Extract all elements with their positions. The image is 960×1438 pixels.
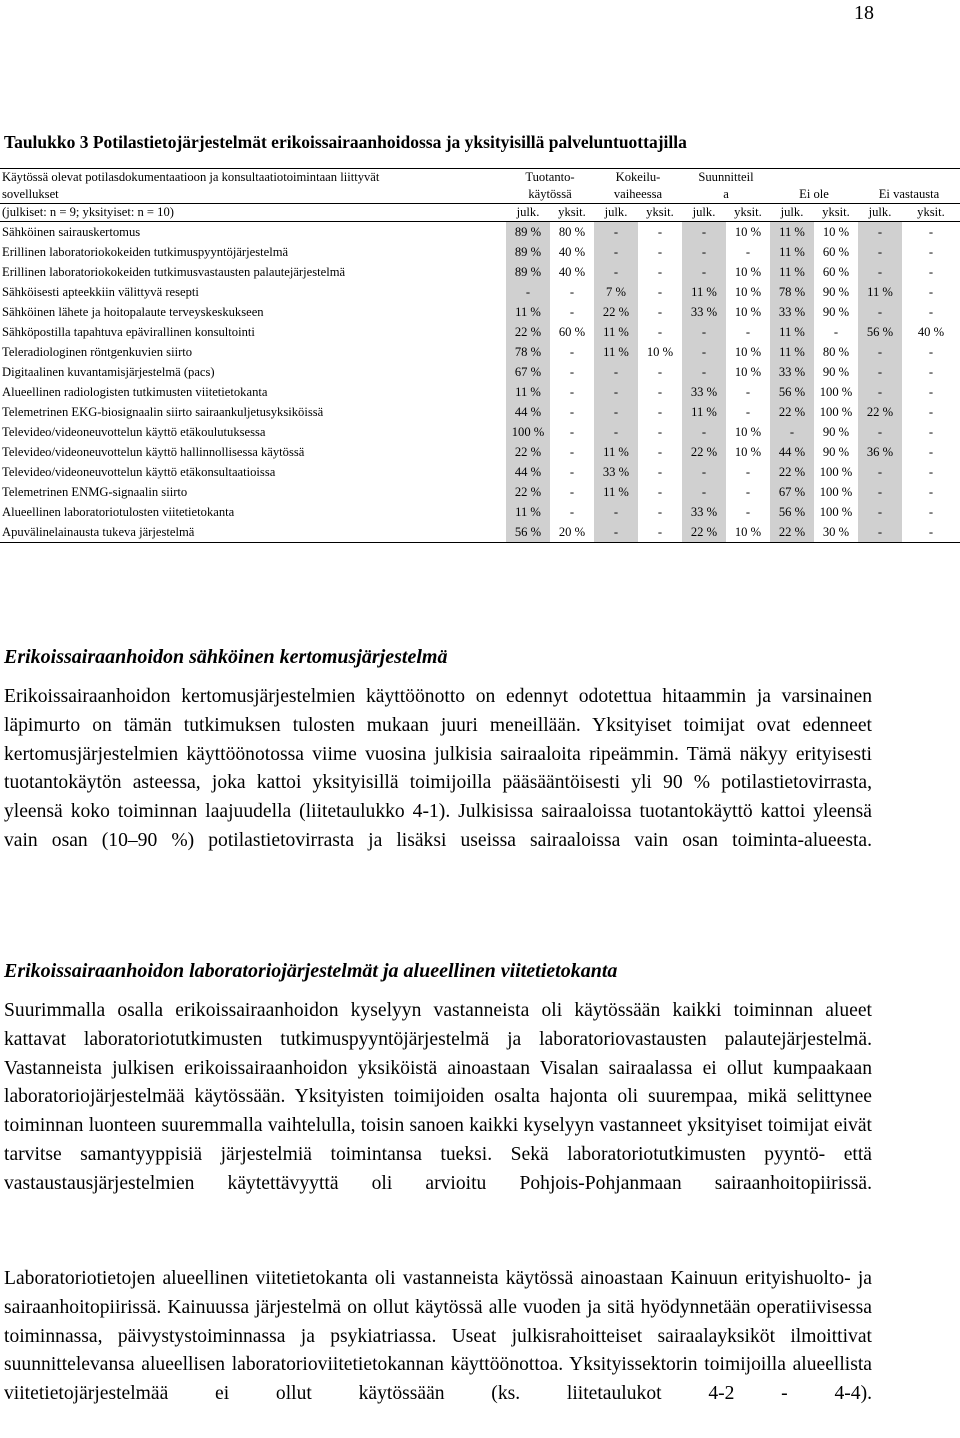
table-cell: 33 % [594, 462, 638, 482]
header-group-no-answer-2: Ei vastausta [878, 187, 940, 201]
row-label: Erillinen laboratoriokokeiden tutkimuspyyntöjärjestelmä [2, 245, 289, 259]
table-cell: 22 % [770, 462, 814, 482]
table-cell: - [657, 305, 663, 319]
header-group-none [770, 169, 858, 187]
table-cell: 90 % [822, 285, 850, 299]
section-2-paragraph-2: Laboratoriotietojen alueellinen viitetietokanta oli vastanneista käytössä ainoastaan Kainuun erityishuolto- ja sairaanhoitopiirissä. Kainuussa järjestelmä on ollut käytössä alle vuoden ja sitä hyödynnetään operatiivisessa toiminnassa, päivystystoiminnassa ja psykiatriassa. Useat julkisrahoitteiset sairaalayksiköt ilmoittivat suunnittelevansa alueellisen laboratorioviitetietokannan käyttöönottoa. Yksityissektorin toimijoilla alueellista viitetietojärjestelmää ei ollut käytössään (ks. liitetaulukot 4-2 - 4-4). [4, 1268, 872, 1405]
row-label: Telemetrinen ENMG-signaalin siirto [2, 485, 188, 499]
table-cell: - [594, 362, 638, 382]
header-public: julk. [682, 204, 726, 222]
table-cell: - [928, 405, 934, 419]
section-1-paragraph-1: Erikoissairaanhoidon kertomusjärjestelmien käyttöönotto on edennyt odotettua hitaammin ja varsinainen läpimurto on tämän tutkimuksen tulosten mukaan juuri meneillään. Yksityiset toimijat ovat edenneet kertomusjärjestelmien käyttöönotossa viime vuosina julkisia sairaaloita ripeämmin. Tämä näkyy erityisesti tuotantokäytön asteessa, joka kattoi yksityisillä toimijoilla pääsääntöisesti yli 90 % potilastietovirrasta, yleensä koko toiminnan laajuudella (liitetaulukko 4-1). Julkisissa sairaaloissa tuotantokäyttö kattoi yleensä vain osan (10–90 %) potilastietovirrasta ja lisäksi useissa sairaaloissa vain osan toiminta-alueesta. [4, 686, 872, 851]
table-title: Taulukko 3 Potilastietojärjestelmät erikoissairaanhoidossa ja yksityisillä palveluntuottajilla [4, 132, 687, 152]
table-cell: 22 % [506, 482, 550, 502]
table-cell: 10 % [734, 305, 762, 319]
row-label: Sähköinen lähete ja hoitopalaute terveyskeskukseen [2, 305, 264, 319]
header-group-pilot: Kokeilu- [594, 169, 682, 187]
table-cell: - [657, 265, 663, 279]
table-cell: - [745, 485, 751, 499]
table-cell: - [682, 322, 726, 342]
table-cell: - [902, 522, 960, 543]
table-cell: 11 % [594, 442, 638, 462]
table-cell: 44 % [506, 402, 550, 422]
header-description: Käytössä olevat potilasdokumentaatioon ja konsultaatiotoimintaan liittyvät [0, 169, 506, 187]
table-cell: - [833, 325, 839, 339]
table-cell: - [745, 325, 751, 339]
table-cell: - [569, 425, 575, 439]
table-cell: - [928, 445, 934, 459]
table-cell: - [770, 422, 814, 442]
table-cell: - [657, 385, 663, 399]
header-public: julk. [506, 204, 550, 222]
table-cell: 22 % [594, 302, 638, 322]
table-cell: - [569, 285, 575, 299]
table-cell: 11 % [594, 322, 638, 342]
table-cell: 78 % [770, 282, 814, 302]
table-cell: - [569, 345, 575, 359]
row-label: Sähköisesti apteekkiin välittyvä resepti [2, 285, 199, 299]
table-cell: - [569, 405, 575, 419]
table-cell: - [657, 245, 663, 259]
table-cell: 11 % [770, 242, 814, 262]
table-cell: 80 % [822, 345, 850, 359]
table-cell: - [682, 362, 726, 382]
table-row [0, 282, 960, 302]
table-row [0, 462, 960, 482]
table-cell: - [858, 342, 902, 362]
table-cell: - [682, 242, 726, 262]
header-public: julk. [594, 204, 638, 222]
table-cell: 56 % [858, 322, 902, 342]
table-row [0, 382, 960, 402]
table-row [0, 522, 960, 543]
table-cell: 22 % [682, 522, 726, 543]
table-cell: - [594, 522, 638, 543]
table-cell: 89 % [506, 242, 550, 262]
row-label: Alueellinen radiologisten tutkimusten viitetietokanta [2, 385, 268, 399]
table-cell: 11 % [594, 342, 638, 362]
table-cell: - [745, 385, 751, 399]
table-cell: - [858, 522, 902, 543]
table-cell: 11 % [506, 502, 550, 522]
header-public: julk. [858, 204, 902, 222]
table-cell: - [657, 285, 663, 299]
header-public: julk. [770, 204, 814, 222]
table-cell: - [657, 325, 663, 339]
table-cell: 10 % [734, 345, 762, 359]
table-cell: 100 % [819, 505, 853, 519]
table-cell: 10 % [822, 225, 850, 239]
table-cell: - [569, 445, 575, 459]
table-cell: - [657, 505, 663, 519]
table-cell: 11 % [594, 482, 638, 502]
table-cell: 90 % [822, 305, 850, 319]
header-description-2: sovellukset [2, 187, 59, 201]
table-cell: 33 % [682, 502, 726, 522]
table-cell: 40 % [558, 245, 586, 259]
table-cell: - [858, 482, 902, 502]
table-cell: - [682, 462, 726, 482]
table-header-row-2 [0, 186, 960, 204]
table-cell: - [594, 382, 638, 402]
table-cell: 10 % [646, 345, 674, 359]
table-cell: - [594, 402, 638, 422]
table-cell: 11 % [682, 282, 726, 302]
table-cell: - [594, 422, 638, 442]
table-cell: 11 % [506, 302, 550, 322]
table-cell: 56 % [770, 382, 814, 402]
table-row [0, 302, 960, 322]
table-cell: - [745, 245, 751, 259]
table-cell: 11 % [770, 222, 814, 243]
table-cell: - [745, 465, 751, 479]
header-private: yksit. [726, 204, 770, 222]
table-row [0, 222, 960, 243]
table-cell: 22 % [858, 402, 902, 422]
table-cell: - [858, 302, 902, 322]
row-label: Sähköpostilla tapahtuva epävirallinen konsultointi [2, 325, 255, 339]
table-cell: - [569, 505, 575, 519]
table-cell: 10 % [734, 225, 762, 239]
table-cell: - [928, 485, 934, 499]
table-cell: - [928, 505, 934, 519]
table-cell: - [745, 505, 751, 519]
row-label: Apuvälinelainausta tukeva järjestelmä [0, 522, 506, 543]
table-cell: 11 % [770, 342, 814, 362]
table-cell: - [569, 465, 575, 479]
table-cell: - [657, 225, 663, 239]
table-cell: - [928, 225, 934, 239]
table-row [0, 482, 960, 502]
table-cell: 44 % [506, 462, 550, 482]
table-cell: - [569, 365, 575, 379]
table-cell: - [638, 522, 682, 543]
header-group-production: Tuotanto- [506, 169, 594, 187]
table-cell: - [928, 365, 934, 379]
table-cell: 10 % [734, 365, 762, 379]
table-cell: - [928, 345, 934, 359]
table-cell: 10 % [734, 425, 762, 439]
section-2-paragraph-1: Suurimmalla osalla erikoissairaanhoidon kyselyyn vastanneista oli käytössään kaikki toiminnan alueet kattavat laboratoriotutkimusten tutkimuspyyntöjärjestelmä ja laboratoriovastausten palautejärjestelmä. Vastanneista julkisen erikoissairaanhoidon yksiköistä ainoastaan Visalan sairaalassa ei ollut kumpaakaan laboratoriojärjestelmää käytössään. Yksityisten toimijoiden osalta hajonta oli suurempaa, mikä selittynee toiminnan luonteen suuremmalla vaihtelulla, toisin sanoen kaikki kyselyyn vastanneet yksityiset toimijat eivät tarvitse samantyyppisiä järjestelmiä toimintansa tueksi. Sekä laboratoriotutkimusten pyyntö- että vastaustausjärjestelmien käytettävyyttä oli arvioitu Pohjois-Pohjanmaan sairaanhoitopiirissä. [4, 1000, 872, 1194]
table-cell: 56 % [506, 522, 550, 543]
section-heading-1: Erikoissairaanhoidon sähköinen kertomusjärjestelmä [4, 646, 448, 668]
table-cell: 20 % [550, 522, 594, 543]
table-cell: 90 % [822, 365, 850, 379]
header-sample-size: (julkiset: n = 9; yksityiset: n = 10) [0, 204, 506, 222]
table-cell: 33 % [770, 302, 814, 322]
table-cell: 30 % [814, 522, 858, 543]
header-group-planned-2: a [723, 187, 729, 201]
table-cell: 11 % [770, 262, 814, 282]
table-cell: 22 % [506, 322, 550, 342]
table-cell: 22 % [770, 522, 814, 543]
table-cell: 89 % [506, 262, 550, 282]
table-cell: - [858, 422, 902, 442]
table-cell: - [594, 262, 638, 282]
table-cell: 10 % [734, 445, 762, 459]
table-cell: 11 % [682, 402, 726, 422]
table-cell: 33 % [682, 382, 726, 402]
header-group-none-2: Ei ole [799, 187, 829, 201]
table-cell: - [594, 222, 638, 243]
table-cell: - [682, 222, 726, 243]
table-cell: 100 % [506, 422, 550, 442]
row-label: Televideo/videoneuvottelun käyttö etäkonsultaatioissa [2, 465, 276, 479]
results-table [0, 168, 960, 543]
table-cell: - [657, 485, 663, 499]
table-cell: 78 % [506, 342, 550, 362]
table-row [0, 242, 960, 262]
header-group-planned: Suunnitteil [682, 169, 770, 187]
table-cell: - [928, 465, 934, 479]
table-cell: - [858, 382, 902, 402]
table-cell: - [657, 365, 663, 379]
table-cell: - [594, 242, 638, 262]
table-cell: - [928, 385, 934, 399]
table-cell: - [682, 262, 726, 282]
table-header-row-1 [0, 169, 960, 187]
table-cell: - [657, 445, 663, 459]
table-cell: - [858, 222, 902, 243]
table-row [0, 402, 960, 422]
table-cell: 10 % [726, 522, 770, 543]
row-label: Erillinen laboratoriokokeiden tutkimusvastausten palautejärjestelmä [2, 265, 346, 279]
table-row [0, 322, 960, 342]
table-cell: 11 % [770, 322, 814, 342]
table-cell: 100 % [819, 385, 853, 399]
table-cell: 67 % [770, 482, 814, 502]
row-label: Digitaalinen kuvantamisjärjestelmä (pacs) [2, 365, 215, 379]
table-cell: 56 % [770, 502, 814, 522]
table-cell: 44 % [770, 442, 814, 462]
table-cell: 89 % [506, 222, 550, 243]
table-cell: - [858, 362, 902, 382]
table-row [0, 422, 960, 442]
header-private: yksit. [902, 204, 960, 222]
row-label: Sähköinen sairauskertomus [2, 225, 141, 239]
table-row [0, 262, 960, 282]
header-private: yksit. [638, 204, 682, 222]
table-cell: 100 % [819, 485, 853, 499]
table-cell: - [506, 282, 550, 302]
table-cell: 60 % [822, 265, 850, 279]
table-cell: 7 % [594, 282, 638, 302]
table-cell: - [682, 482, 726, 502]
table-cell: 33 % [770, 362, 814, 382]
table-cell: - [928, 425, 934, 439]
table-row [0, 442, 960, 462]
table-cell: 60 % [822, 245, 850, 259]
table-cell: - [657, 425, 663, 439]
row-label: Alueellinen laboratoriotulosten viitetietokanta [2, 505, 235, 519]
table-cell: 100 % [819, 465, 853, 479]
table-cell: 80 % [558, 225, 586, 239]
table-row [0, 362, 960, 382]
table-cell: - [858, 462, 902, 482]
table-cell: - [745, 405, 751, 419]
table-cell: 11 % [858, 282, 902, 302]
table-row [0, 342, 960, 362]
table-cell: 11 % [506, 382, 550, 402]
table-cell: - [657, 405, 663, 419]
row-label: Teleradiologinen röntgenkuvien siirto [2, 345, 193, 359]
table-cell: - [569, 305, 575, 319]
table-cell: 10 % [734, 265, 762, 279]
header-private: yksit. [550, 204, 594, 222]
table-cell: - [682, 342, 726, 362]
table-cell: 36 % [858, 442, 902, 462]
table-cell: 40 % [917, 325, 945, 339]
table-cell: 90 % [822, 425, 850, 439]
table-cell: - [569, 385, 575, 399]
table-cell: - [858, 262, 902, 282]
table-cell: - [657, 465, 663, 479]
header-group-pilot-2: vaiheessa [613, 187, 663, 201]
table-cell: 67 % [506, 362, 550, 382]
table-cell: 22 % [506, 442, 550, 462]
table-cell: - [928, 245, 934, 259]
row-label: Televideo/videoneuvottelun käyttö hallinnollisessa käytössä [2, 445, 305, 459]
table-cell: - [858, 502, 902, 522]
page-number: 18 [854, 2, 874, 24]
table-cell: - [928, 305, 934, 319]
table-cell: 100 % [819, 405, 853, 419]
table-cell: - [594, 502, 638, 522]
table-cell: - [569, 485, 575, 499]
table-row [0, 502, 960, 522]
header-private: yksit. [814, 204, 858, 222]
table-cell: 10 % [734, 285, 762, 299]
table-cell: - [682, 422, 726, 442]
table-cell: 60 % [558, 325, 586, 339]
row-label: Telemetrinen EKG-biosignaalin siirto sairaankuljetusyksiköissä [2, 405, 324, 419]
table-cell: 22 % [770, 402, 814, 422]
row-label: Televideo/videoneuvottelun käyttö etäkoulutuksessa [2, 425, 266, 439]
table-header-row-3 [0, 204, 960, 222]
header-group-production-2: käytössä [528, 187, 572, 201]
table-cell: - [928, 265, 934, 279]
table-cell: 33 % [682, 302, 726, 322]
table-cell: 22 % [682, 442, 726, 462]
table-cell: - [858, 242, 902, 262]
table-cell: - [928, 285, 934, 299]
header-group-no-answer [858, 169, 960, 187]
section-heading-2: Erikoissairaanhoidon laboratoriojärjestelmät ja alueellinen viitetietokanta [4, 960, 618, 982]
table-cell: 90 % [822, 445, 850, 459]
table-cell: 40 % [558, 265, 586, 279]
